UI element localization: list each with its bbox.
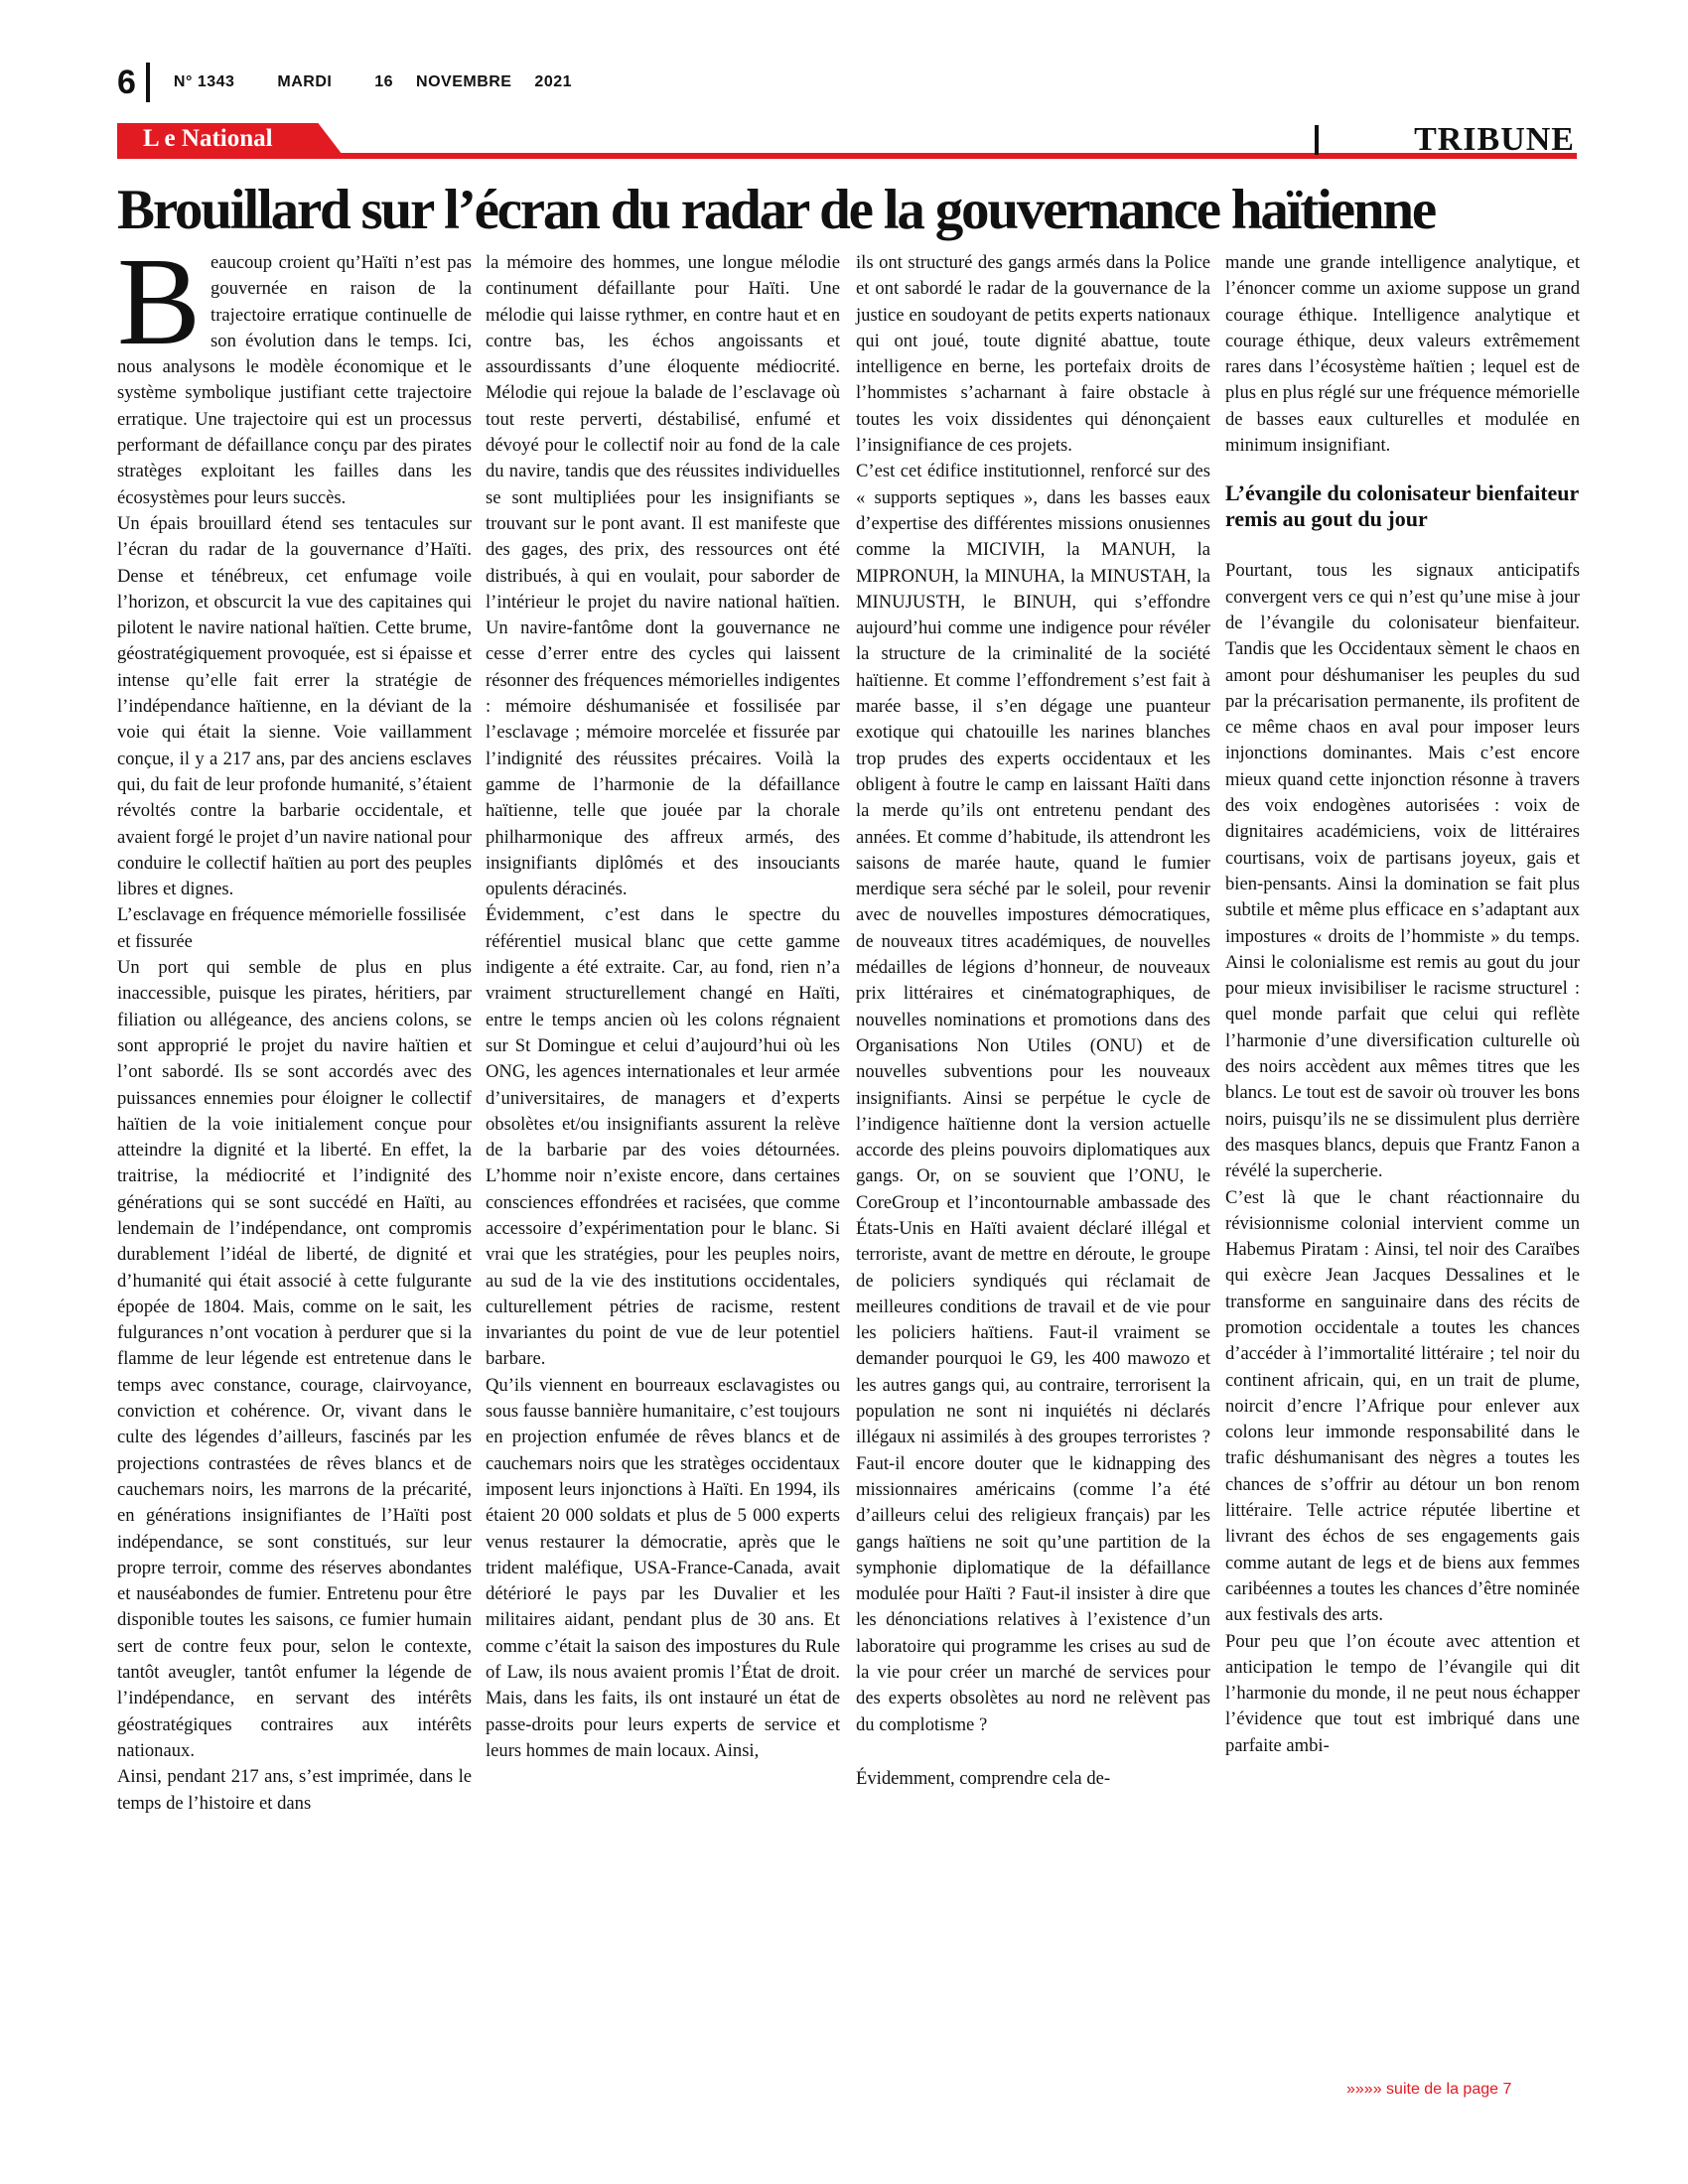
brand-bar xyxy=(117,123,1577,159)
article-column-2 xyxy=(486,250,840,1764)
article-paragraph: C’est là que le chant réactionnaire du révisionnisme colonial intervient comme un Habemus Piratam : Ainsi, tel noir des Caraïbes qui exècre Jean Jacques Dessalines et le transforme en sanguinaire dans des récits de promotion occidentale a toutes les chances d’accéder à l’immortalité littéraire ; tel noir du continent africain, qui, en un trait de plume, noircit d’encre l’Afrique pour enlever aux colons leur immonde responsabilité dans le trafic déshumanisant des nègres a toutes les chances de s’offrir au détour un bon renom littéraire. Telle actrice réputée libertine et livrant des échos de ses engagements gais comme autant de legs et de biens aux femmes caribéennes a toutes les chances d’être nominée aux festivals des arts. xyxy=(1225,1186,1580,1626)
article-paragraph: Un port qui semble de plus en plus inaccessible, puisque les pirates, héritiers, par filiation ou allégeance, des anciens colons, se sont approprié le projet du navire haïtien et l’ont sabordé. Ils se sont accordés avec des puissances ennemies pour éloigner le collectif haïtien de la voie initialement conçue pour atteindre la dignité et la liberté. En effet, la traitrise, la médiocrité et l’indignité des générations qui se sont succédé en Haïti, au lendemain de l’indépendance, ont compromis durablement l’idéal de liberté, de dignité et d’humanité qui était associé à cette fulgurante épopée de 1804. Mais, comme on le sait, les fulgurances n’ont vocation à perdurer que si la flamme de leur légende est entretenue dans le temps avec constance, courage, clairvoyance, conviction et cohérence. Or, vivant dans le culte des légendes d’ailleurs, fascinés par les projections contrastées de rêves blancs et de cauchemars noirs, les marrons de la précarité, en générations insignifiantes de l’Haïti post indépendance, se sont constitués, sur leur propre terroir, comme des réserves abondantes et nauséabondes de fumier. Entretenu pour être disponible toutes les saisons, ce fumier humain sert de contre feux pour, selon le contexte, tantôt aveugler, tantôt enfumer la légende de l’indépendance, en servant des intérêts géostratégiques contraires aux intérêts nationaux. xyxy=(117,957,472,1761)
brand-logo: L e National xyxy=(143,125,273,152)
weekday: MARDI xyxy=(277,73,333,90)
month: NOVEMBRE xyxy=(416,73,512,90)
article-column-1 xyxy=(117,233,472,1817)
subheading: L’esclavage en fréquence mémorielle fossilisée et fissurée xyxy=(117,904,467,952)
article-paragraph: mande une grande intelligence analytique, et l’énoncer comme un axiome suppose un grand courage éthique. Intelligence analytique et courage éthique, deux valeurs extrêmement rares dans l’écosystème haïtien ; lequel est de plus en plus réglé sur une fréquence mémorielle de basses eaux culturelles et modulée en minimum insignifiant. xyxy=(1225,252,1580,457)
article-column-3 xyxy=(856,250,1210,1792)
issue-number: N° 1343 xyxy=(173,73,235,90)
article-paragraph: Qu’ils viennent en bourreaux esclavagistes ou sous fausse bannière humanitaire, c’est toujours en projection enfumée de rêves blancs et de cauchemars noirs que les stratèges occidentaux imposent leurs injonctions à Haïti. En 1994, ils étaient 20 000 soldats et plus de 5 000 experts venus restaurer la démocratie, après que le trident maléfique, USA-France-Canada, avait détérioré le pays par les Duvalier et les militaires aidant, pendant plus de 30 ans. Et comme c’était la saison des impostures du Rule of Law, ils nous avaient promis l’État de droit. Mais, dans les faits, ils ont instauré un état de passe-droits pour leurs experts de service et leurs hommes de main locaux. Ainsi, xyxy=(486,1374,840,1761)
page-header xyxy=(117,60,610,105)
article-paragraph: Pourtant, tous les signaux anticipatifs convergent vers ce qui n’est qu’une mise à jour de l’évangile du colonisateur bienfaiteur. Tandis que les Occidentaux sèment le chaos en amont pour déshumaniser les peuples du sud par la précarisation permanente, ils profitent de ce même chaos en aval pour imposer leurs injonctions dominantes. Mais c’est encore mieux quand cette injonction résonne à travers des voix endogènes autorisées : voix de dignitaires académiciens, voix de littéraires courtisans, voix de partisans joyeux, gais et bien-pensants. Ainsi la domination se fait plus subtile et même plus efficace en s’adaptant aux impostures « droits de l’hommiste » du temps. Ainsi le colonialisme est remis au gout du jour pour mieux invisibiliser le racisme structurel : quel monde parfait que celui qui reflète l’harmonie d’une diversification culturelle où des noirs accèdent aux mêmes titres que les blancs. Le tout est de savoir où trouver les bons noirs, puisqu’ils ne se dissimulent plus derrière des masques blancs, depuis que Frantz Fanon a révélé la supercherie. xyxy=(1225,560,1580,1182)
article-paragraph: C’est cet édifice institutionnel, renforcé sur des « supports septiques », dans les basses eaux d’expertise des différentes missions onusiennes comme la MICIVIH, la MANUH, la MIPRONUH, la MINUHA, la MINUSTAH, la MINUJUSTH, le BINUH, qui s’effondre aujourd’hui comme une indigence pour révéler la structure de la criminalité de la société haïtienne. Et comme l’effondrement s’est fait à marée basse, il s’en dégage une puanteur exotique qui chatouille les narines blanches trop prudes des experts occidentaux et les obligent à foutre le camp en laissant Haïti dans la merde qu’ils ont entretenu pendant des années. Et comme d’habitude, ils attendront les saisons de marée haute, quand le fumier merdique sera séché par le soleil, pour revenir avec de nouvelles impostures démocratiques, de nouveaux titres académiques, de nouvelles médailles de légions d’honneur, de nouveaux prix littéraires et cinématographiques, de nouvelles nominations et promotions dans des Organisations Non Utiles (ONU) et de nouvelles subventions pour les nouveaux insignifiants. Ainsi se perpétue le cycle de l’indigence haïtienne dont la version actuelle accorde des pleins pouvoirs diplomatiques aux gangs. Or, on se souvient que l’ONU, le CoreGroup et l’incontournable ambassade des États-Unis en Haïti avaient déclaré illégal et terroriste, avant de mettre en déroute, le groupe de policiers syndiqués qui réclamait de meilleures conditions de travail et de vie pour les policiers haïtiens. Faut-il vraiment se demander pourquoi le G9, les 400 mawozo et les autres gangs qui, au contraire, terrorisent la population ne sont ni inquiétés ni déclarés illégaux ni assimilés à des groupes terroristes ? Faut-il encore douter que le kidnapping des missionnaires américains (comme l’a été d’ailleurs celui des religieux français) par les gangs haïtiens ne soit qu’une partition de la symphonie diplomatique de la défaillance modulée pour Haïti ? Faut-il insister à dire que les dénonciations relatives à l’existence d’un laboratoire qui programme les crises au sud de la vie pour créer un marché de services pour des experts obsolètes au nord ne relèvent pas du complotisme ? xyxy=(856,461,1210,1735)
header-divider xyxy=(146,63,150,102)
day: 16 xyxy=(374,73,394,90)
article-paragraph: ils ont structuré des gangs armés dans la Police et ont sabordé le radar de la gouvernance de la justice en soudoyant de petits experts nationaux qui ont joué, toute dignité abattue, toute intelligence en berne, les portefaix droits de l’hommistes s’acharnant à faire obstacle à toutes les voix dissidentes qui dénonçaient l’insignifiance de ces projets. xyxy=(856,252,1210,457)
section-divider xyxy=(1315,125,1319,155)
issue-info xyxy=(174,73,610,91)
article-paragraph: Pour peu que l’on écoute avec attention et anticipation le tempo de l’évangile qui dit l’harmonie du monde, il ne peut nous échapper l’évidence que tout est imbriqué dans une parfaite ambi- xyxy=(1225,1630,1580,1756)
article-paragraph: Un épais brouillard étend ses tentacules sur l’écran du radar de la gouvernance d’Haïti. Dense et ténébreux, cet enfumage voile l’horizon, et obscurcit la vue des capitaines qui pilotent le navire national haïtien. Cette brume, géostratégiquement provoquée, est si épaisse et intense qu’elle fait errer la stratégie de l’indépendance haïtienne, en la déviant de la voie qui était la sienne. Voie vaillamment conçue, il y a 217 ans, par des anciens esclaves qui, du fait de leur profonde humanité, s’étaient révoltés contre la barbarie occidentale, et avaient forgé le projet d’un navire national pour conduire le collectif haïtien au port des peuples libres et dignes. xyxy=(117,512,472,900)
article-paragraph: Beaucoup croient qu’Haïti n’est pas gouvernée en raison de la trajectoire erratique continuelle de son évolution dans le temps. Ici, nous analysons le modèle économique et le système symbolique justifiant cette trajectoire erratique. Une trajectoire qui est un processus performant de défaillance conçu par des pirates stratèges exploitant les failles dans les écosystèmes pour leurs succès. xyxy=(117,233,472,508)
red-rule xyxy=(117,153,1577,159)
article-paragraph: Évidemment, comprendre cela de- xyxy=(856,1767,1111,1789)
article-paragraph: Évidemment, c’est dans le spectre du référentiel musical blanc que cette gamme indigente a été extraite. Car, au fond, rien n’a vraiment structurellement changé en Haïti, entre le temps ancien où les colons régnaient sur St Domingue et celui d’aujourd’hui où les ONG, les agences internationales et leur armée d’universitaires, de managers et d’experts obsolètes et/ou insignifiants assurent la relève de la barbarie par des voies détournées. L’homme noir n’existe encore, dans certaines consciences effondrées et racisées, que comme accessoire d’expérimentation pour le blanc. Si vrai que les stratégies, pour les peuples noirs, au sud de la vie des institutions occidentales, culturellement pétries de racisme, restent invariantes du point de vue de leur potentiel barbare. xyxy=(486,904,840,1370)
year: 2021 xyxy=(534,73,573,90)
continuation-link[interactable]: »»»» suite de la page 7 xyxy=(1346,2081,1512,2098)
dropcap: B xyxy=(117,233,202,371)
article-paragraph: Ainsi, pendant 217 ans, s’est imprimée, dans le temps de l’histoire et dans xyxy=(117,1766,472,1814)
page-number: 6 xyxy=(117,63,136,101)
article-column-4 xyxy=(1225,250,1580,1759)
section-label: TRIBUNE xyxy=(1414,121,1575,158)
article-title: Brouillard sur l’écran du radar de la gouvernance haïtienne xyxy=(117,179,1435,241)
subheading: L’évangile du colonisateur bienfaiteur remis au gout du jour xyxy=(1225,480,1579,532)
article-paragraph: la mémoire des hommes, une longue mélodie continument défaillante pour Haïti. Une mélodie qui laisse rythmer, en contre haut et en contre bas, les échos angoissants et assourdissants d’une éloquente médiocrité. Mélodie qui rejoue la balade de l’esclavage où tout reste perverti, déstabilisé, enfumé et dévoyé pour le collectif noir au fond de la cale du navire, tandis que des réussites individuelles se sont multipliées pour les insignifiants se trouvant sur le pont avant. Il est manifeste que des gages, des prix, des ressources ont été distribués, à qui en voulait, pour saborder de l’intérieur le projet du navire national haïtien. Un navire-fantôme dont la gouvernance ne cesse d’errer entre des cycles qui laissent résonner des fréquences mémorielles indigentes : mémoire déshumanisée et fossilisée par l’esclavage ; mémoire morcelée et fissurée par l’indignité des réussites précaires. Voilà la gamme de l’harmonie de la défaillance haïtienne, telle que jouée par la chorale philharmonique des affreux armés, des insignifiants diplômés et des insouciants opulents déracinés. xyxy=(486,252,840,900)
